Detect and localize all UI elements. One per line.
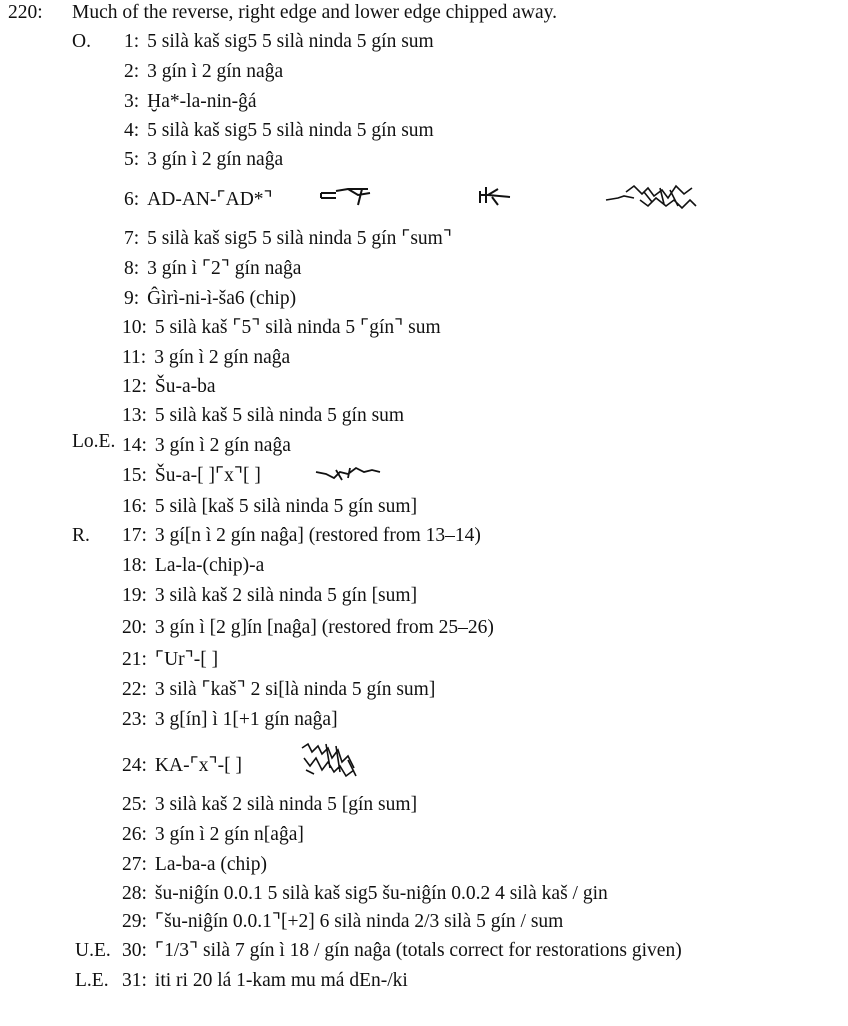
line-number: 18:: [122, 555, 147, 576]
transliteration-line: [122, 582, 417, 610]
line-text: 3 silà ⌜kaš⌝ 2 si[là ninda 5 gín sum]: [154, 679, 436, 700]
line-text: Ḫa*-la-nin-ĝá: [147, 91, 257, 112]
line-number: 1:: [124, 31, 140, 52]
transliteration-line: [122, 937, 682, 965]
line-number: 30:: [122, 940, 147, 961]
transliteration-line: [122, 402, 404, 430]
cuneiform-damaged-sketch-line24: [296, 740, 362, 780]
line-text: 3 gín ì 2 gín naĝa: [154, 347, 291, 368]
line-number: 11:: [122, 347, 147, 368]
line-number: 5:: [124, 149, 140, 170]
line-number: 29:: [122, 911, 147, 932]
line-text: iti ri 20 lá 1-kam mu má dEn-/ki: [154, 970, 408, 991]
line-text: 3 silà kaš 2 silà ninda 5 [gín sum]: [154, 794, 418, 815]
line-number: 15:: [122, 465, 147, 486]
line-number: 19:: [122, 585, 147, 606]
line-text: KA-⌜x⌝-[ ]: [154, 755, 242, 776]
line-text: 3 gín ì ⌜2⌝ gín naĝa: [147, 258, 302, 279]
line-number: 13:: [122, 405, 147, 426]
transliteration-line: [124, 186, 273, 214]
transliteration-line: [122, 522, 481, 550]
transliteration-line: [122, 314, 441, 342]
transliteration-line: [122, 614, 494, 642]
transliteration-line: [122, 967, 408, 995]
line-number: 17:: [122, 525, 147, 546]
line-number: 7:: [124, 228, 140, 249]
transliteration-line: [122, 462, 261, 490]
transliteration-line: [122, 493, 417, 521]
line-text: ⌜šu-niĝín 0.0.1⌝[+2] 6 silà ninda 2/3 silà 5 gín / sum: [154, 911, 564, 932]
transliteration-line: [122, 706, 338, 734]
side-label-upper-edge: U.E.: [75, 940, 111, 961]
line-number: 25:: [122, 794, 147, 815]
line-text: Šu-a-ba: [154, 376, 216, 397]
line-text: AD-AN-⌜AD*⌝: [147, 189, 273, 210]
transliteration-line: [124, 88, 257, 116]
transliteration-line: [122, 851, 267, 879]
line-number: 4:: [124, 120, 140, 141]
line-number: 8:: [124, 258, 140, 279]
line-text: 3 gín ì 2 gín n[aĝa]: [154, 824, 304, 845]
line-text: 5 silà [kaš 5 silà ninda 5 gín sum]: [154, 496, 418, 517]
side-label-obverse: O.: [72, 31, 91, 52]
cuneiform-damaged-sketch-line6: [604, 180, 700, 214]
line-number: 14:: [122, 435, 147, 456]
line-text: 5 silà kaš ⌜5⌝ silà ninda 5 ⌜gín⌝ sum: [154, 317, 441, 338]
line-number: 23:: [122, 709, 147, 730]
line-number: 6:: [124, 189, 140, 210]
line-number: 26:: [122, 824, 147, 845]
line-number: 2:: [124, 61, 140, 82]
transliteration-line: [122, 752, 242, 780]
line-number: 24:: [122, 755, 147, 776]
transliteration-line: [124, 117, 434, 145]
transliteration-line: [124, 28, 434, 56]
line-number: 9:: [124, 288, 140, 309]
line-text: 3 gín ì [2 g]ín [naĝa] (restored from 25–26): [154, 617, 494, 638]
transliteration-line: [124, 225, 452, 253]
transliteration-line: [122, 791, 417, 819]
line-text: 3 gín ì 2 gín naĝa: [147, 149, 284, 170]
line-number: 10:: [122, 317, 147, 338]
side-label-reverse: R.: [72, 525, 90, 546]
line-text: ⌜Ur⌝-[ ]: [154, 649, 219, 670]
transliteration-line: [122, 373, 216, 401]
line-text: 5 silà kaš sig5 5 silà ninda 5 gín sum: [147, 31, 434, 52]
cuneiform-damaged-sketch-line15: [314, 464, 384, 484]
line-text: Ĝìrì-ni-ì-ša6 (chip): [147, 288, 297, 309]
transliteration-line: [122, 344, 290, 372]
transliteration-line: [124, 146, 283, 174]
line-text: 3 silà kaš 2 silà ninda 5 gín [sum]: [154, 585, 418, 606]
line-number: 16:: [122, 496, 147, 517]
entry-number: 220:: [8, 2, 43, 23]
line-text: 3 gín ì 2 gín naĝa: [147, 61, 284, 82]
line-number: 22:: [122, 679, 147, 700]
line-text: La-la-(chip)-a: [154, 555, 265, 576]
transliteration-line: [122, 676, 435, 704]
transliteration-line: [124, 58, 283, 86]
transliteration-line: [122, 432, 291, 460]
line-number: 12:: [122, 376, 147, 397]
line-text: La-ba-a (chip): [154, 854, 267, 875]
line-text: Šu-a-[ ]⌜x⌝[ ]: [154, 465, 261, 486]
line-number: 3:: [124, 91, 140, 112]
entry-description: Much of the reverse, right edge and lower edge chipped away.: [72, 2, 557, 23]
cuneiform-sign-sketch-line6b: [478, 183, 514, 209]
transliteration-line: [122, 552, 264, 580]
transliteration-line: [124, 285, 296, 313]
line-text: ⌜1/3⌝ silà 7 gín ì 18 / gín naĝa (totals correct for restorations given): [154, 940, 682, 961]
line-text: 5 silà kaš 5 silà ninda 5 gín sum: [154, 405, 405, 426]
entry-header: [8, 2, 557, 24]
transliteration-line: [124, 255, 301, 283]
line-text: šu-niĝín 0.0.1 5 silà kaš sig5 šu-niĝín 0.0.2 4 silà kaš / gin: [154, 883, 608, 904]
transliteration-line: [122, 880, 608, 908]
line-text: 5 silà kaš sig5 5 silà ninda 5 gín sum: [147, 120, 434, 141]
line-number: 21:: [122, 649, 147, 670]
line-number: 31:: [122, 970, 147, 991]
line-text: 3 g[ín] ì 1[+1 gín naĝa]: [154, 709, 338, 730]
line-number: 28:: [122, 883, 147, 904]
cuneiform-sign-sketch-line6: [318, 183, 378, 209]
transliteration-line: [122, 646, 218, 674]
side-label-lower-edge: Lo.E.: [72, 431, 116, 452]
line-text: 3 gí[n ì 2 gín naĝa] (restored from 13–14): [154, 525, 481, 546]
line-number: 20:: [122, 617, 147, 638]
line-text: 5 silà kaš sig5 5 silà ninda 5 gín ⌜sum⌝: [147, 228, 452, 249]
transliteration-line: [122, 908, 563, 936]
line-number: 27:: [122, 854, 147, 875]
line-text: 3 gín ì 2 gín naĝa: [154, 435, 291, 456]
side-label-left-edge: L.E.: [75, 970, 109, 991]
transliteration-line: [122, 821, 304, 849]
